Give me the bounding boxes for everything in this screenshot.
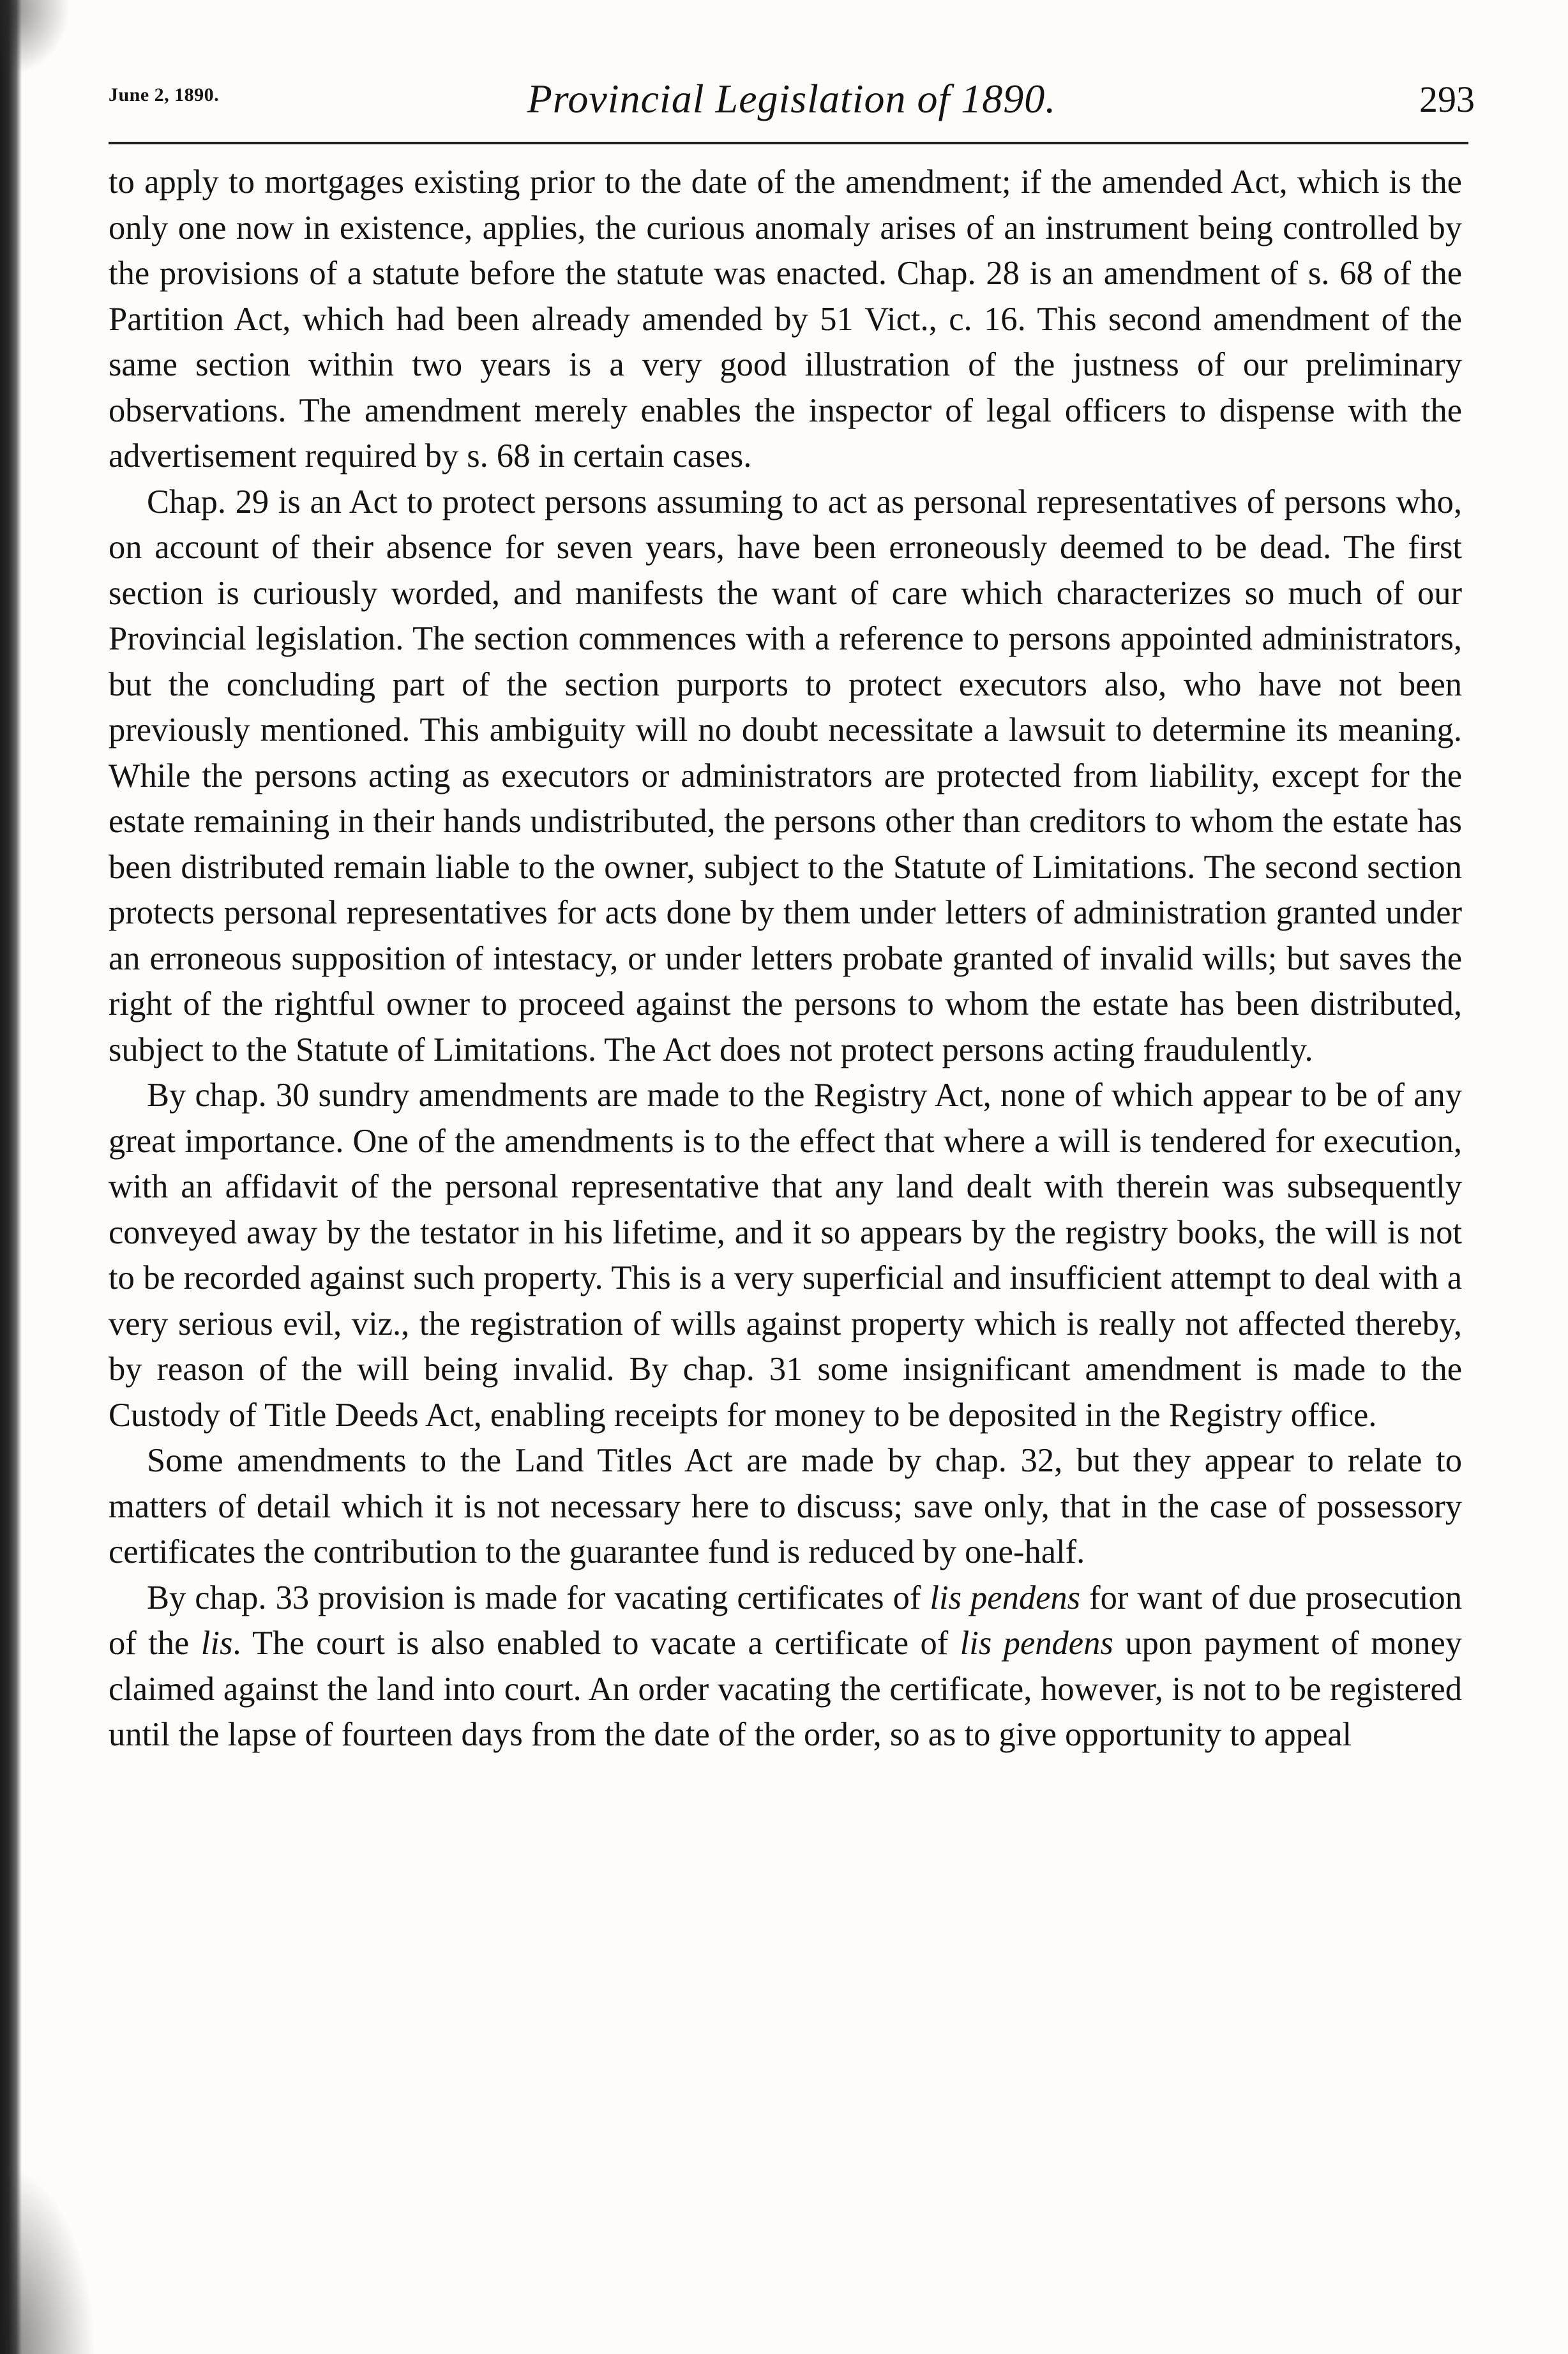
paragraph-5-part-3: . The court is also enabled to vacate a certificate of	[232, 1625, 960, 1662]
paragraph-5-italic-1: lis pendens	[930, 1579, 1081, 1616]
running-header	[109, 75, 1475, 133]
header-date: June 2, 1890.	[109, 84, 220, 105]
scan-speckle-top	[0, 0, 70, 77]
paragraph-1: to apply to mortgages existing prior to the date of the amendment; if the amended Act, which is the only one now in existence, applies, the curious anomaly arises of an instrument being controlled by the provisions of a statute before the statute was enacted. Chap. 28 is an amendment of s. 68 of the Partition Act, which had been already amended by 51 Vict., c. 16. This second amendment of the same section within two years is a very good illustration of the justness of our preliminary observations. The amendment merely enables the inspector of legal officers to dispense with the advertisement required by s. 68 in certain cases.	[109, 163, 1462, 475]
paragraph-5	[109, 1576, 1462, 1758]
header-rule	[109, 142, 1468, 144]
page-number: 293	[1419, 79, 1475, 120]
paragraph-5-part-4: upon payment of money claimed against the land into court. An order vacating the certificate, however, is not to be registered until the lapse of fourteen days from the date of the order, so as to give opportunity to appeal	[109, 1625, 1463, 1753]
body-text	[109, 160, 1462, 1758]
paragraph-4: Some amendments to the Land Titles Act are made by chap. 32, but they appear to relate to matters of detail which it is not necessary here to discuss; save only, that in the case of possessory certificates the contribution to the guarantee fund is reduced by one-half.	[109, 1442, 1462, 1570]
scan-left-edge	[0, 0, 22, 2354]
paragraph-5-italic-2: lis	[200, 1625, 233, 1662]
paragraph-2: Chap. 29 is an Act to protect persons assuming to act as personal representatives of persons who, on account of their absence for seven years, have been erroneously deemed to be dead. The first section is curiously worded, and manifests the want of care which characterizes so much of our Provincial legislation. The section commences with a reference to persons appointed administrators, but the concluding part of the section purports to protect executors also, who have not been previously mentioned. This ambiguity will no doubt necessitate a lawsuit to determine its meaning. While the persons acting as executors or administrators are protected from liability, except for the estate remaining in their hands undistributed, the persons other than creditors to whom the estate has been distributed remain liable to the owner, subject to the Statute of Limitations. The second section protects personal representatives for acts done by them under letters of administration granted under an erroneous supposition of intestacy, or under letters probate granted of invalid wills; but saves the right of the rightful owner to proceed against the persons to whom the estate has been distributed, subject to the Statute of Limitations. The Act does not protect persons acting fraudulently.	[109, 483, 1462, 1068]
header-title: Provincial Legislation of 1890.	[527, 76, 1057, 121]
paragraph-3: By chap. 30 sundry amendments are made to the Registry Act, none of which appear to be of any great importance. One of the amendments is to the effect that where a will is tendered for execution, with an affidavit of the personal representative that any land dealt with therein was subsequently conveyed away by the testator in his lifetime, and it so appears by the registry books, the will is not to be recorded against such property. This is a very superficial and insufficient attempt to deal with a very serious evil, viz., the registration of wills against property which is really not affected thereby, by reason of the will being invalid. By chap. 31 some insignificant amendment is made to the Custody of Title Deeds Act, enabling receipts for money to be deposited in the Registry office.	[109, 1077, 1462, 1434]
paragraph-5-italic-3: lis pendens	[960, 1625, 1113, 1662]
paragraph-5-part-2: for want of due prosecution of the	[109, 1579, 1462, 1662]
paragraph-5-part-1: By chap. 33 provision is made for vacating certificates of	[147, 1579, 930, 1616]
scan-speckle-bottom	[0, 2162, 96, 2354]
